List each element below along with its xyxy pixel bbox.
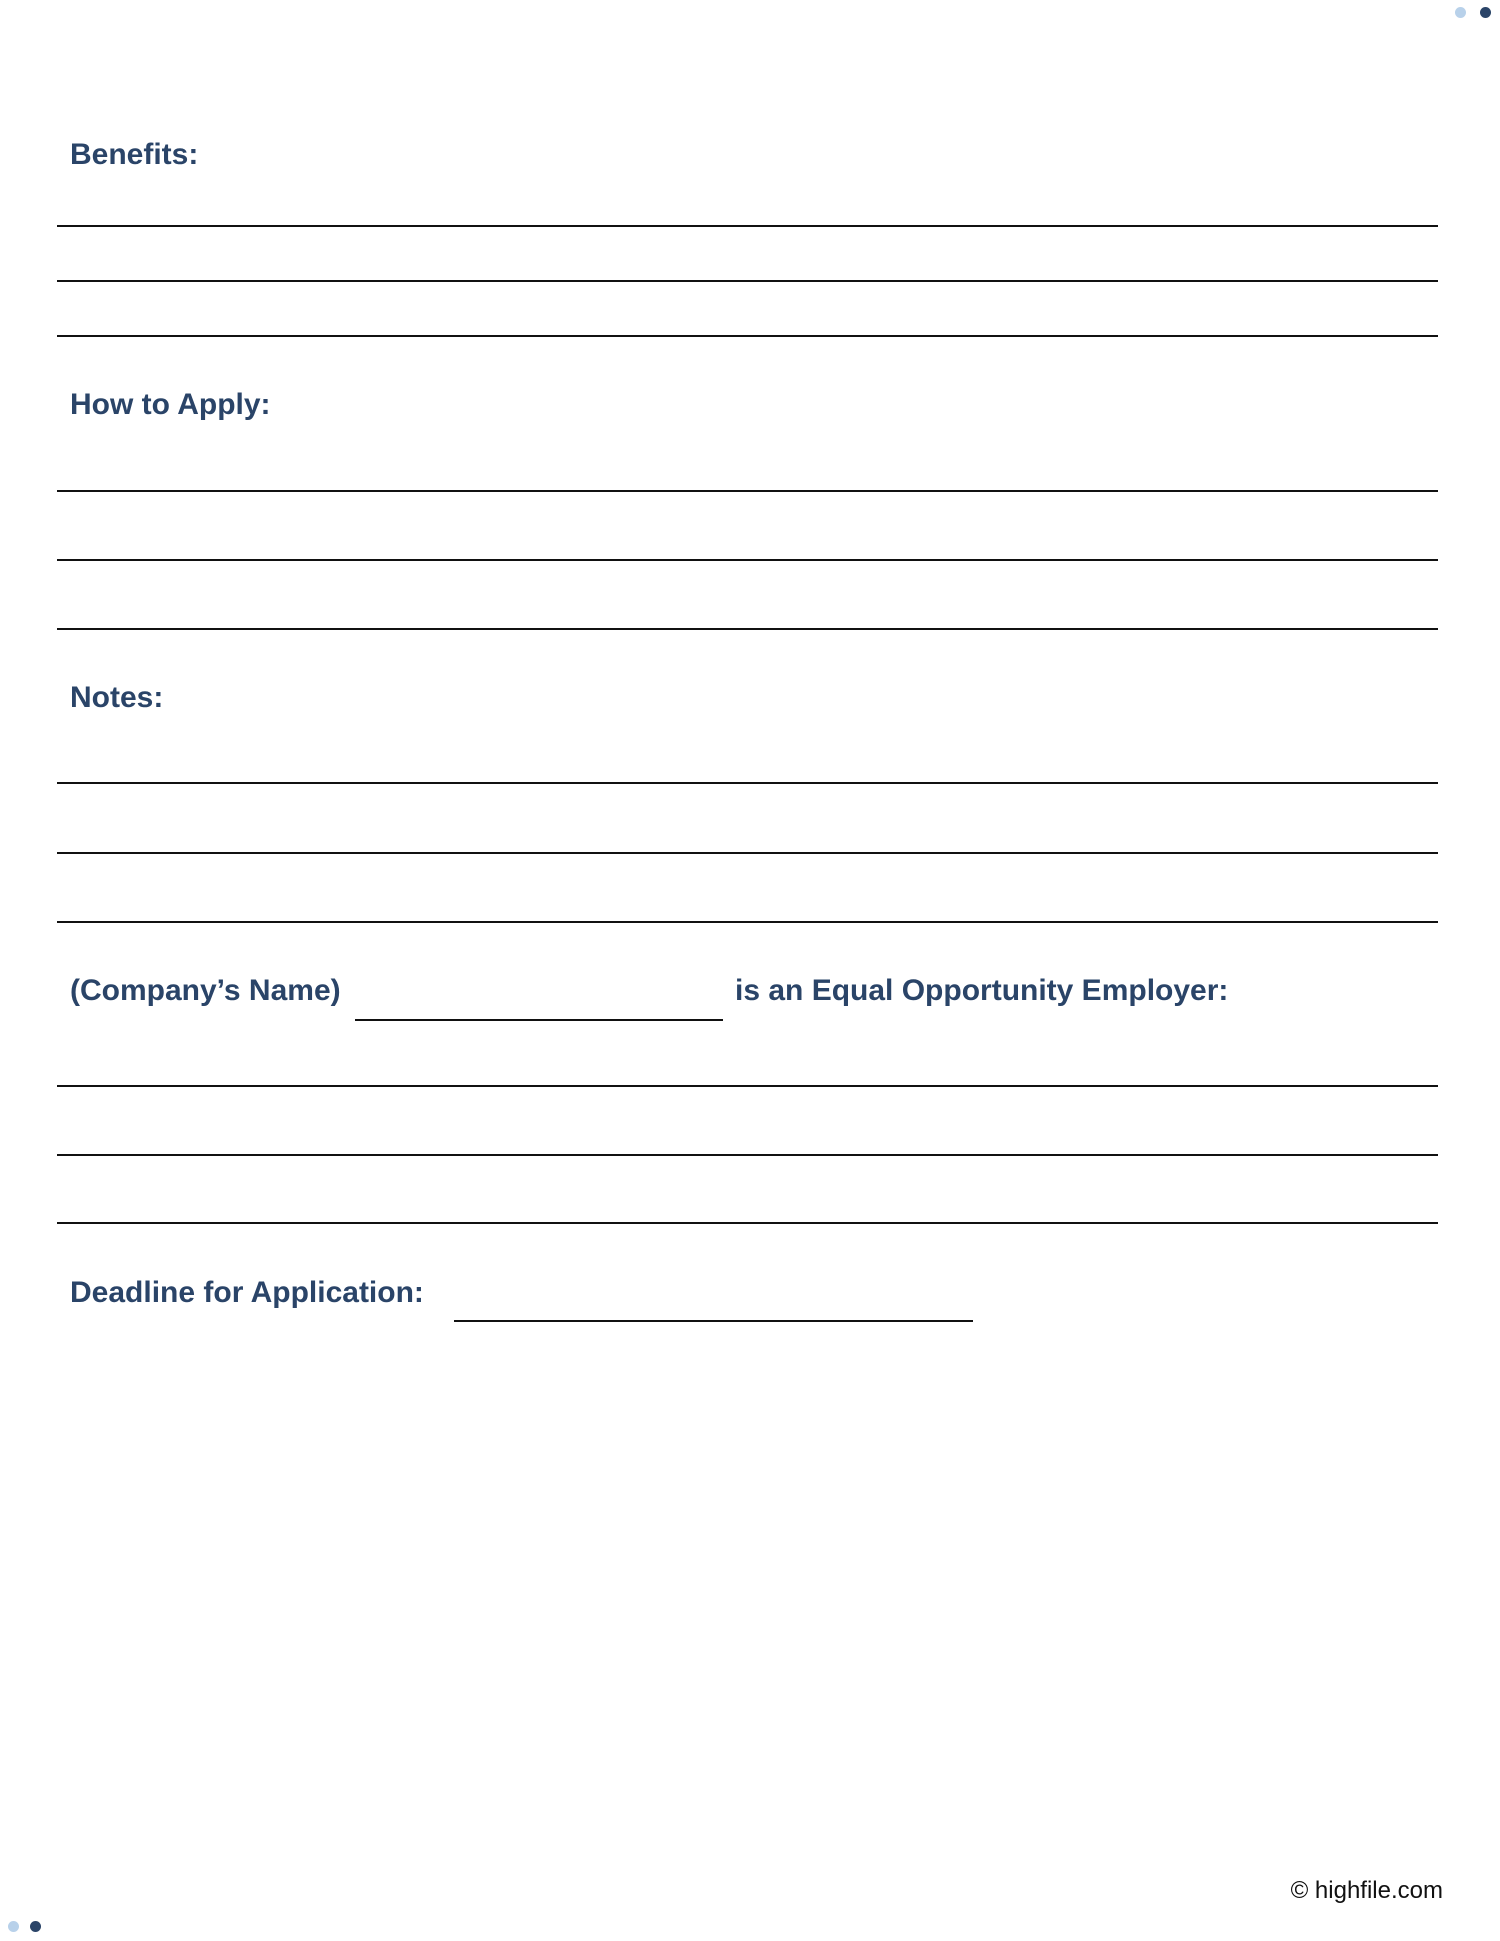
benefits-label: Benefits:: [70, 138, 199, 171]
eoe-line-2[interactable]: [57, 1154, 1438, 1156]
eoe-line-3[interactable]: [57, 1222, 1438, 1224]
company-name-field[interactable]: [355, 1019, 723, 1021]
how-to-apply-line-1[interactable]: [57, 490, 1438, 492]
notes-label: Notes:: [70, 681, 164, 714]
decor-dot-bottom-dark: [30, 1921, 41, 1932]
benefits-line-2[interactable]: [57, 280, 1438, 282]
eoe-line-1[interactable]: [57, 1085, 1438, 1087]
how-to-apply-line-2[interactable]: [57, 559, 1438, 561]
benefits-line-1[interactable]: [57, 225, 1438, 227]
how-to-apply-line-3[interactable]: [57, 628, 1438, 630]
deadline-field[interactable]: [454, 1320, 973, 1322]
how-to-apply-label: How to Apply:: [70, 388, 271, 421]
decor-dot-top-dark: [1480, 7, 1491, 18]
company-name-label: (Company’s Name): [70, 974, 341, 1007]
notes-line-3[interactable]: [57, 921, 1438, 923]
decor-dot-bottom-light: [8, 1921, 19, 1932]
copyright-footer: © highfile.com: [1290, 1877, 1443, 1904]
notes-line-1[interactable]: [57, 782, 1438, 784]
deadline-label: Deadline for Application:: [70, 1276, 424, 1309]
equal-opportunity-label: is an Equal Opportunity Employer:: [735, 974, 1229, 1007]
notes-line-2[interactable]: [57, 852, 1438, 854]
decor-dot-top-light: [1455, 7, 1466, 18]
benefits-line-3[interactable]: [57, 335, 1438, 337]
